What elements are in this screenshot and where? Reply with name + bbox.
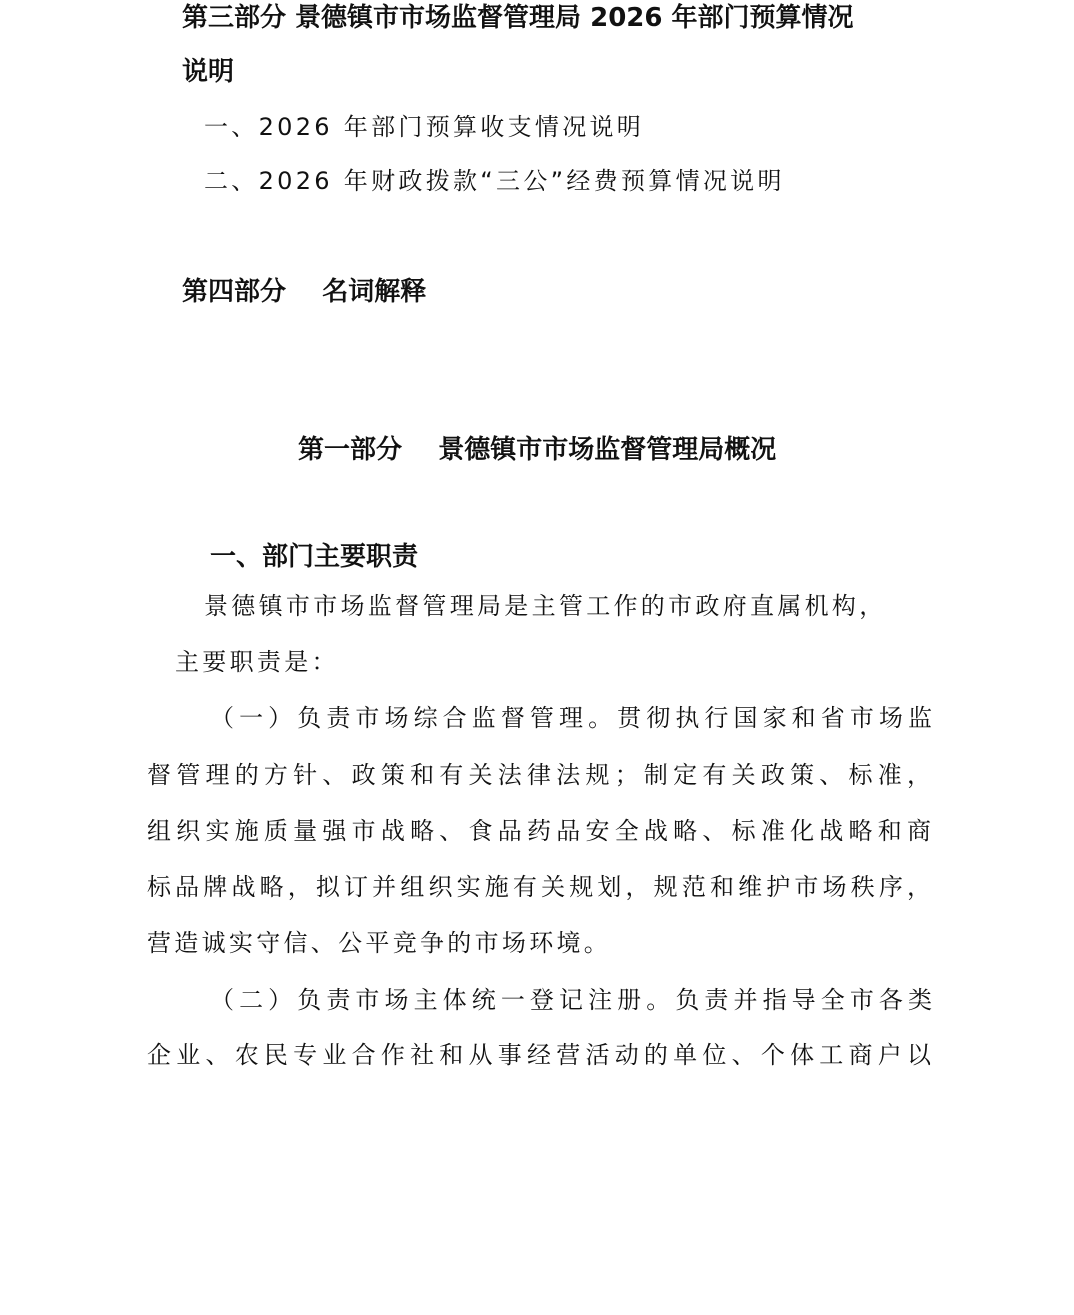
section-title: 第一部分 景德镇市市场监督管理局概况 <box>298 435 777 465</box>
toc-part4-heading: 第四部分 名词解释 <box>182 277 427 307</box>
toc-part3-heading-cont: 说明 <box>182 57 235 87</box>
paragraph-line: 组织实施质量强市战略、食品药品安全战略、标准化战略和商 <box>147 817 931 845</box>
paragraph-line: 主要职责是： <box>175 648 339 676</box>
paragraph-line: 企业、农民专业合作社和从事经营活动的单位、个体工商户以 <box>147 1041 931 1069</box>
paragraph-line: 标品牌战略，拟订并组织实施有关规划，规范和维护市场秩序， <box>147 873 931 901</box>
paragraph-line: 营造诚实守信、公平竞争的市场环境。 <box>147 929 612 957</box>
toc-item: 二、2026 年财政拨款“三公”经费预算情况说明 <box>204 167 785 195</box>
toc-item: 一、2026 年部门预算收支情况说明 <box>204 113 645 141</box>
subsection-title: 一、部门主要职责 <box>210 542 419 572</box>
paragraph-line: 景德镇市市场监督管理局是主管工作的市政府直属机构， <box>204 592 887 620</box>
toc-part3-heading: 第三部分 景德镇市市场监督管理局 2026 年部门预算情况 <box>182 3 854 33</box>
paragraph-line: 督管理的方针、政策和有关法律法规；制定有关政策、标准， <box>147 761 931 789</box>
paragraph-line: （二）负责市场主体统一登记注册。负责并指导全市各类 <box>210 986 932 1014</box>
paragraph-line: （一）负责市场综合监督管理。贯彻执行国家和省市场监 <box>210 704 932 732</box>
